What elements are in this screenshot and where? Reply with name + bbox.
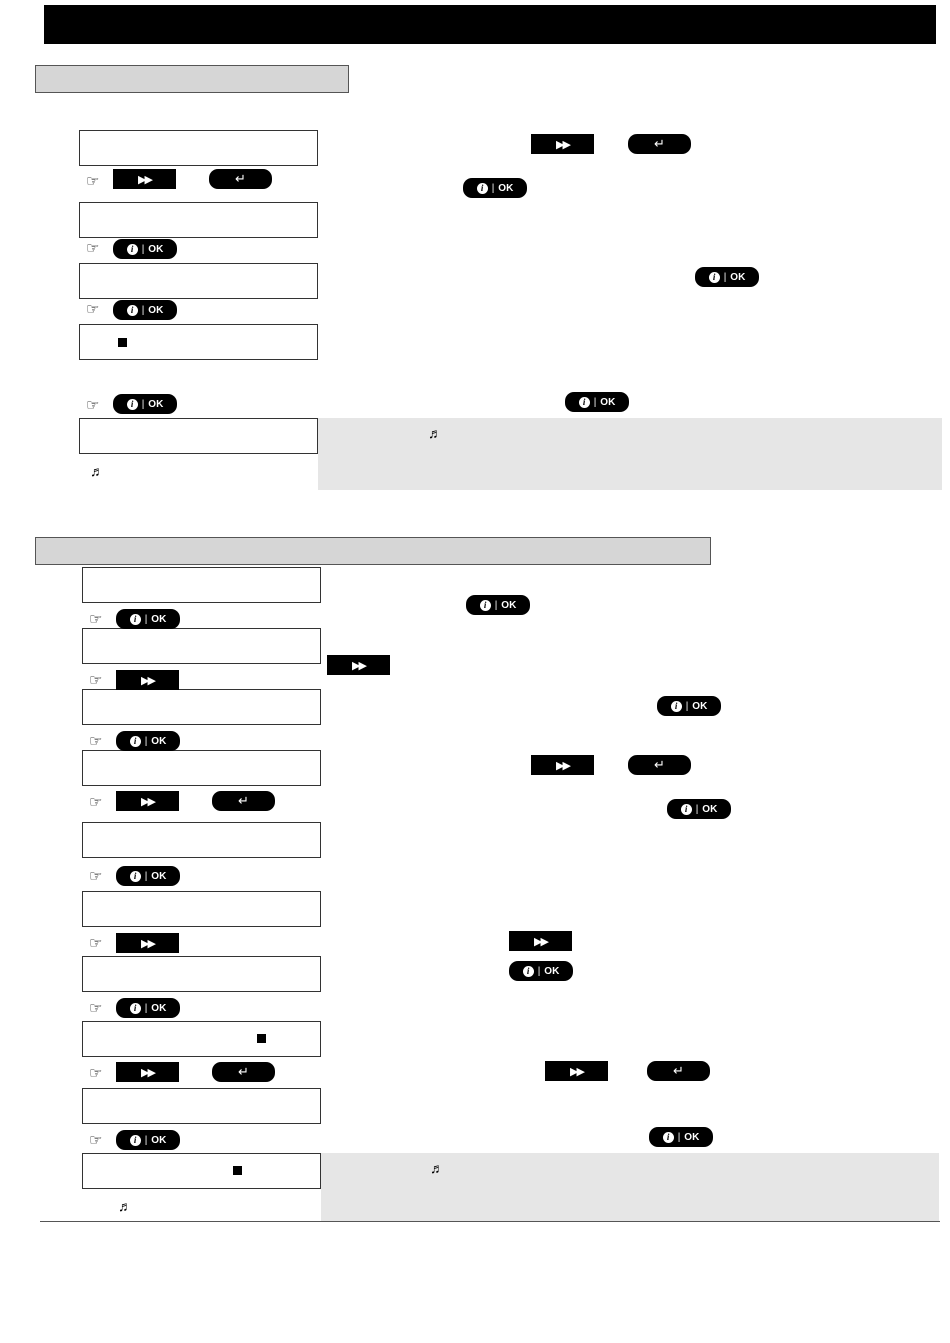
block-cursor-icon xyxy=(257,1034,266,1043)
pointing-hand-icon: ☞ xyxy=(89,672,103,689)
back-button[interactable]: ↵ xyxy=(628,134,691,154)
section-header-1 xyxy=(35,65,349,93)
ok-button[interactable]: i | OK xyxy=(113,300,177,320)
lcd-display xyxy=(82,1088,321,1124)
pointing-hand-icon: ☞ xyxy=(89,794,103,811)
pointing-hand-icon: ☞ xyxy=(86,173,100,190)
ok-button[interactable]: i | OK xyxy=(116,731,180,751)
forward-button[interactable]: ▶▶ xyxy=(545,1061,608,1081)
lcd-display xyxy=(79,130,318,166)
pointing-hand-icon: ☞ xyxy=(89,733,103,750)
block-cursor-icon xyxy=(118,338,127,347)
back-button[interactable]: ↵ xyxy=(212,791,275,811)
lcd-display xyxy=(82,956,321,992)
lcd-display xyxy=(79,263,318,299)
forward-button[interactable]: ▶▶ xyxy=(116,933,179,953)
page-header-bar xyxy=(44,5,936,44)
lcd-display xyxy=(82,689,321,725)
music-note-icon: ♬ xyxy=(90,463,104,479)
music-note-icon: ♬ xyxy=(118,1198,132,1214)
ok-button[interactable]: i | OK xyxy=(649,1127,713,1147)
ok-button[interactable]: i | OK xyxy=(466,595,530,615)
pointing-hand-icon: ☞ xyxy=(89,611,103,628)
forward-button[interactable]: ▶▶ xyxy=(327,655,390,675)
ok-button[interactable]: i | OK xyxy=(116,609,180,629)
lcd-display xyxy=(82,1021,321,1057)
ok-button[interactable]: i | OK xyxy=(657,696,721,716)
pointing-hand-icon: ☞ xyxy=(89,1065,103,1082)
forward-button[interactable]: ▶▶ xyxy=(116,1062,179,1082)
forward-button[interactable]: ▶▶ xyxy=(509,931,572,951)
lcd-display xyxy=(82,567,321,603)
ok-button[interactable]: i | OK xyxy=(113,239,177,259)
ok-button[interactable]: i | OK xyxy=(463,178,527,198)
forward-button[interactable]: ▶▶ xyxy=(531,755,594,775)
forward-button[interactable]: ▶▶ xyxy=(116,791,179,811)
lcd-display xyxy=(82,822,321,858)
lcd-display xyxy=(82,891,321,927)
pointing-hand-icon: ☞ xyxy=(86,240,100,257)
pointing-hand-icon: ☞ xyxy=(86,301,100,318)
forward-button[interactable]: ▶▶ xyxy=(113,169,176,189)
music-note-icon: ♬ xyxy=(430,1160,444,1176)
lcd-display xyxy=(82,750,321,786)
info-panel-1 xyxy=(318,418,942,490)
info-panel-2 xyxy=(321,1153,939,1221)
pointing-hand-icon: ☞ xyxy=(89,935,103,952)
section-header-2 xyxy=(35,537,711,565)
forward-button[interactable]: ▶▶ xyxy=(531,134,594,154)
back-button[interactable]: ↵ xyxy=(212,1062,275,1082)
lcd-display xyxy=(79,324,318,360)
ok-button[interactable]: i | OK xyxy=(116,998,180,1018)
back-button[interactable]: ↵ xyxy=(628,755,691,775)
lcd-display xyxy=(79,418,318,454)
pointing-hand-icon: ☞ xyxy=(89,868,103,885)
bottom-divider xyxy=(40,1221,940,1222)
back-button[interactable]: ↵ xyxy=(647,1061,710,1081)
pointing-hand-icon: ☞ xyxy=(86,397,100,414)
lcd-display xyxy=(82,628,321,664)
ok-button[interactable]: i | OK xyxy=(667,799,731,819)
ok-button[interactable]: i | OK xyxy=(509,961,573,981)
pointing-hand-icon: ☞ xyxy=(89,1132,103,1149)
back-button[interactable]: ↵ xyxy=(209,169,272,189)
block-cursor-icon xyxy=(233,1166,242,1175)
ok-button[interactable]: i | OK xyxy=(565,392,629,412)
pointing-hand-icon: ☞ xyxy=(89,1000,103,1017)
ok-button[interactable]: i | OK xyxy=(695,267,759,287)
ok-button[interactable]: i | OK xyxy=(116,1130,180,1150)
music-note-icon: ♬ xyxy=(428,425,442,441)
lcd-display xyxy=(82,1153,321,1189)
ok-button[interactable]: i | OK xyxy=(116,866,180,886)
forward-button[interactable]: ▶▶ xyxy=(116,670,179,690)
lcd-display xyxy=(79,202,318,238)
ok-button[interactable]: i | OK xyxy=(113,394,177,414)
